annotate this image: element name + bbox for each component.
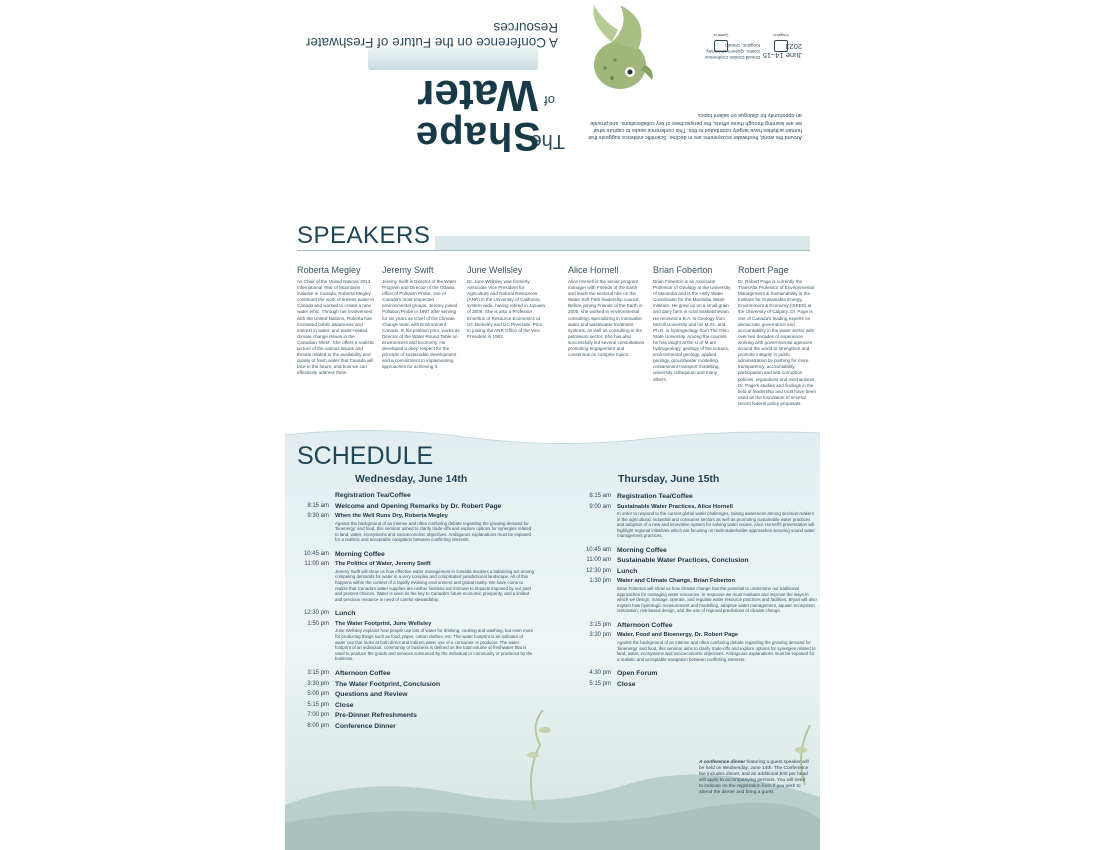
event-title: Morning Coffee	[335, 550, 385, 558]
event-description: Jeremy Swift will show us how effective water management in Canada involves a balancing act among competing demands for water in a very complex and complicated jurisdictional landscape. All of this happens within the context of a rapidly evolving environment and global reality. We have come to realize that Canada's water supplies are neither limitless nor immune to impacts imposed by our past and present choices. Water is seen as the key to Canada's future economic prosperity, and a limited and precious resource in need of careful stewardship.	[335, 568, 535, 602]
speaker-alice-hornell	[568, 265, 646, 358]
event-body	[617, 504, 817, 539]
event-time: 5:00 pm	[307, 691, 329, 697]
university-logo: Queen's	[704, 24, 738, 52]
event-body	[335, 702, 535, 710]
event-time: 12:30 pm	[585, 567, 611, 574]
event-time: 3:15 pm	[307, 670, 329, 676]
event-time: 8:00 pm	[307, 722, 329, 729]
schedule-event	[285, 610, 535, 618]
fish-illustration	[580, 0, 660, 100]
event-body	[335, 513, 535, 543]
schedule-event	[285, 492, 535, 500]
lantern-icon	[774, 40, 788, 52]
speaker-name: Brian Foberton	[653, 265, 713, 275]
schedule-event	[567, 622, 817, 630]
event-time: 9:00 am	[589, 503, 611, 510]
event-title: Pre-Dinner Refreshments	[335, 712, 417, 719]
event-title: Welcome and Opening Remarks by Dr. Robert Page	[335, 502, 502, 510]
event-title: Close	[617, 680, 636, 688]
schedule-event	[567, 578, 817, 613]
event-title: Morning Coffee	[617, 546, 667, 554]
day-title-wednesday: Wednesday, June 14th	[355, 473, 468, 485]
speaker-bio: Alice Hornell is the senior program manager with Friends of the Earth and leads the sectoral role on the Water Soft Path leadership council. Before joining Friends of the Earth in 2005, she worked in environmental consulting, specializing in innovative water and wastewater treatment systems, as well as consulting in the petroleum sector. She has also successfully led several consultations promoting engagement and consensus on complex topics.	[568, 279, 645, 358]
intro-text: Around the world, freshwater ecosystems are in decline. Scientific evidence suggests that human activities have largely contributed to this. This conference seeks to capture what we are learning through these efforts, the perspectives of key collaborations, and provide an opportunity for dialogue on salient topics.	[588, 112, 802, 140]
day-title-thursday: Thursday, June 15th	[618, 473, 720, 485]
schedule-heading: SCHEDULE	[297, 442, 434, 470]
schedule-event	[285, 513, 535, 543]
event-body	[335, 610, 535, 618]
event-title: When the Well Runs Dry, Roberta Megley	[335, 513, 448, 519]
event-time: 1:30 pm	[589, 578, 611, 585]
schedule-event	[285, 712, 535, 720]
event-body	[335, 681, 535, 689]
speakers-divider	[297, 250, 810, 251]
schedule-event	[567, 670, 817, 678]
speaker-name: June Wellsley	[467, 265, 523, 275]
event-body	[617, 557, 817, 565]
event-time: 9:30 am	[307, 513, 329, 519]
venue-text: Donald Gordon Conference Centre, Queen's University, Kingston, Ontario	[704, 43, 760, 60]
event-body	[617, 622, 817, 630]
schedule-event	[285, 691, 535, 699]
event-title: Sustainable Water Practices, Alice Hornell	[617, 503, 733, 510]
event-description: Against the background of an intense and often confusing debate regarding the growing demand for 'bioenergy' and food, this seminar aims to clarify trade-offs and explore options for synergies related to land, water, ecosystems and socioeconomic objectives. Ambiguous explanations must be exposed for a realistic and acceptable navigation between conflicting interests.	[617, 639, 816, 662]
event-time: 12:30 pm	[303, 610, 329, 617]
event-time: 10:45 am	[303, 550, 329, 557]
title-the: The	[530, 130, 565, 152]
event-title: Open Forum	[617, 670, 658, 678]
event-time: 3:30 pm	[589, 632, 611, 639]
event-title: Water, Food and Bioenergy, Dr. Robert Page	[617, 632, 739, 639]
title-water: Water	[417, 71, 538, 120]
city-logo: Kingston	[764, 24, 798, 52]
event-body	[617, 547, 817, 555]
speaker-name: Roberta Megley	[297, 265, 361, 275]
schedule-event	[285, 503, 535, 511]
event-title: Registration Tea/Coffee	[617, 493, 693, 500]
speaker-name: Jeremy Swift	[382, 265, 434, 275]
dinner-note	[699, 760, 809, 796]
schedule-event	[567, 557, 817, 565]
event-description: Against the background of an intense and often confusing debate regarding the growing demand for 'bioenergy' and food, this seminar aimed to clarify trade-offs and explore options for synergies related to land, water, ecosystems and socioeconomic objectives. Ambiguous explanations must be exposed for a realistic and acceptable navigation between conflicting interests.	[335, 520, 532, 543]
event-body	[617, 670, 817, 678]
schedule-event	[285, 551, 535, 559]
event-title: Questions and Review	[335, 691, 408, 698]
speaker-june-wellsley	[467, 265, 547, 340]
speaker-bio: As Chair of the United Nations 2013 International Year of Mountains initiative in Canada, Roberta Megley continued the work of tireless water-in Canada and worked to create a new water ethic. Through her involvement with the United Nations, Roberta has increased public awareness and interest in water, and water-related climate change issues in the Canadian 'West'. She offers a realistic picture of the various issues and threats related to the availability and quality of fresh water that Canada will face in the future, and how we can effectively address them.	[297, 279, 375, 376]
event-time: 5:15 pm	[307, 701, 329, 708]
event-body	[617, 578, 817, 613]
event-title: Water and Climate Change, Brian Foberton	[617, 578, 735, 585]
event-time: 5:15 pm	[589, 680, 611, 687]
speaker-name: Alice Hornell	[568, 265, 619, 275]
title-shape: Shape	[414, 114, 540, 158]
event-time: 1:50 pm	[307, 620, 329, 627]
event-title: The Politics of Water, Jeremy Swift	[335, 561, 431, 568]
event-body	[335, 670, 535, 678]
schedule-event	[567, 493, 817, 501]
event-time: 10:45 am	[585, 546, 611, 553]
speaker-name: Robert Page	[738, 265, 789, 275]
event-time: 11:00 am	[586, 557, 611, 564]
event-description: In order to respond to the current global water challenges, raising awareness among decision-makers in the agricultural, industrial and consumer sectors as well as promoting sustainable water practices and adoption of a new and innovative system for solving water issues. Alice Hornell's presentation will highlight regional initiatives which are focusing on multi-stakeholder approaches securing sound water management practices.	[617, 511, 815, 539]
speaker-brian-foberton	[653, 265, 731, 383]
schedule-event	[567, 632, 817, 662]
event-title: Registration Tea/Coffee	[335, 492, 411, 499]
event-time: 11:00 am	[304, 561, 329, 568]
event-body	[617, 681, 817, 689]
schedule-event	[567, 547, 817, 555]
event-body	[335, 551, 535, 559]
speaker-bio: Jeremy Swift is Director of the Water Program and Director of the Ottawa office of Pollution Probe, one of Canada's most respected environmental groups. Jeremy joined Pollution Probe in 1997 after serving for six years as Chief of the Climate Change team with Environment Canada. In his position prior, works as Director of the Water Round Table on Environment and Economy. He developed a deep respect for the principle of sustainable development and a commitment to implementing approaches for achieving it.	[382, 279, 460, 370]
schedule-event	[567, 568, 817, 576]
speaker-bio: Brian Foberton is an Associate Professor of Geology at the University of Manitoba and is the Holly Water Coordinator for the Manitoba Water Institute. He grew up on a small grain and dairy farm in rural Saskatchewan. He received a B.A. in Geology from McGill University and his M.Sc. and Ph.D. in hydrogeology from The Ohio State University. Among the courses he has taught at the U of M are hydrogeology, geology of the oceans, environmental geology, applied geology, groundwater modelling, contaminant transport modelling, university colloquium and many others.	[653, 279, 731, 382]
event-time: 4:30 pm	[589, 670, 611, 677]
schedule-event	[285, 723, 535, 731]
event-title: Close	[335, 701, 354, 709]
event-body	[617, 568, 817, 576]
schedule-event	[567, 681, 817, 689]
event-time: 3:15 pm	[589, 621, 611, 628]
speaker-roberta-megley	[297, 265, 375, 377]
title-of: of	[544, 93, 555, 108]
event-date: June 14–15 2023	[762, 42, 802, 60]
schedule-column-wednesday	[285, 492, 535, 733]
schedule-event	[567, 504, 817, 539]
event-time: 8:15 am	[589, 493, 611, 499]
event-time: 3:30 pm	[307, 680, 329, 687]
conference-poster	[285, 0, 820, 850]
dinner-note-bold: A conference dinner	[699, 760, 746, 765]
schedule-event	[285, 621, 535, 662]
event-description: June Wellsley explains how people use lots of water for drinking, cooking and washing, but even more for producing things such as food, paper, cotton clothes, etc. The water footprint is an indicator of water use that looks at both direct and indirect water use of a consumer or producer. The water footprint of an individual, community or business is defined as the total volume of freshwater that is used to produce the goods and services consumed by the individual or community or produced by the business.	[335, 628, 534, 662]
speaker-robert-page	[738, 265, 816, 407]
subtitle: A Conference on the Future of Freshwater Resources	[305, 20, 558, 50]
title-panel	[285, 0, 820, 210]
schedule-event	[285, 681, 535, 689]
speaker-bio: Dr. Robert Page is currently the TransAlta Professor of Environmental Management & Sustainability in the Institute for Sustainable Energy, Environment & Economy (ISEEE) at the University of Calgary. Dr. Page is one of Canada's leading experts on democratic governance and accountability in the water sector with over two decades of experience working with governmental agencies around the world to strengthen and promote integrity in public administration by pushing for more transparency, accountability, participation and anti-corruption policies, regulations and mechanisms. Dr. Page's studies and findings in the field of leadership and trust have been used as the foundation of several recent federal policy proposals.	[738, 279, 816, 406]
schedule-event	[285, 670, 535, 678]
event-time: 7:00 pm	[307, 712, 329, 718]
schedule-column-thursday	[567, 493, 817, 691]
event-description: Brian Foberton will show us how climate change has the potential to undermine our traditional approaches for managing water resources. In response we must evaluate and improve the ways in which we design, manage, operate, and regulate water resource practices and facilities. Bryan will also explain how hydrologic measurement and modelling, adaptive water management, aquatic ecosystem restoration, risk-based design, and the use of regional predictions of climate change.	[617, 585, 817, 614]
event-body	[335, 691, 535, 699]
event-title: Afternoon Coffee	[617, 621, 673, 629]
event-time	[285, 492, 335, 500]
event-time: 8:15 am	[307, 502, 329, 509]
dinner-note-text: featuring a guest speaker will be held on Wednesday, June 14th. The Conference fee includes dinner, and an additional $40 per head will apply to accompanying persons. You will need to indicate on the registration form if you wish to attend the dinner and bring a guest.	[699, 760, 809, 795]
speakers-rule-bar	[435, 236, 810, 250]
event-body	[335, 723, 535, 731]
event-body	[335, 492, 535, 500]
schedule-event	[285, 561, 535, 602]
event-body	[335, 561, 535, 602]
event-title: The Water Footprint, June Wellsley	[335, 620, 432, 627]
event-title: Lunch	[617, 567, 638, 575]
event-body	[335, 712, 535, 720]
event-title: The Water Footprint, Conclusion	[335, 680, 441, 688]
schedule-event	[285, 702, 535, 710]
event-title: Conference Dinner	[335, 722, 396, 730]
event-title: Afternoon Coffee	[335, 670, 391, 677]
event-body	[617, 632, 817, 662]
speaker-bio: Dr. June Wellsley was formerly Associate Vice President for Agriculture and Natural Resources (ANR) in the University of California, system-wide, having retired in January of 2006. She is also a Professor Emeritus of Resource Economics at UC Berkeley and UC Riverside. Prior to joining the ANR Office of the Vice President in 1992.	[467, 279, 546, 339]
speakers-heading: SPEAKERS	[297, 222, 431, 249]
event-title: Sustainable Water Practices, Conclusion	[617, 557, 749, 565]
speaker-jeremy-swift	[382, 265, 460, 370]
event-body	[335, 503, 535, 511]
event-title: Lunch	[335, 610, 356, 618]
event-body	[617, 493, 817, 501]
crest-icon	[714, 40, 728, 52]
water-reflection	[368, 48, 538, 70]
event-body	[335, 621, 535, 662]
